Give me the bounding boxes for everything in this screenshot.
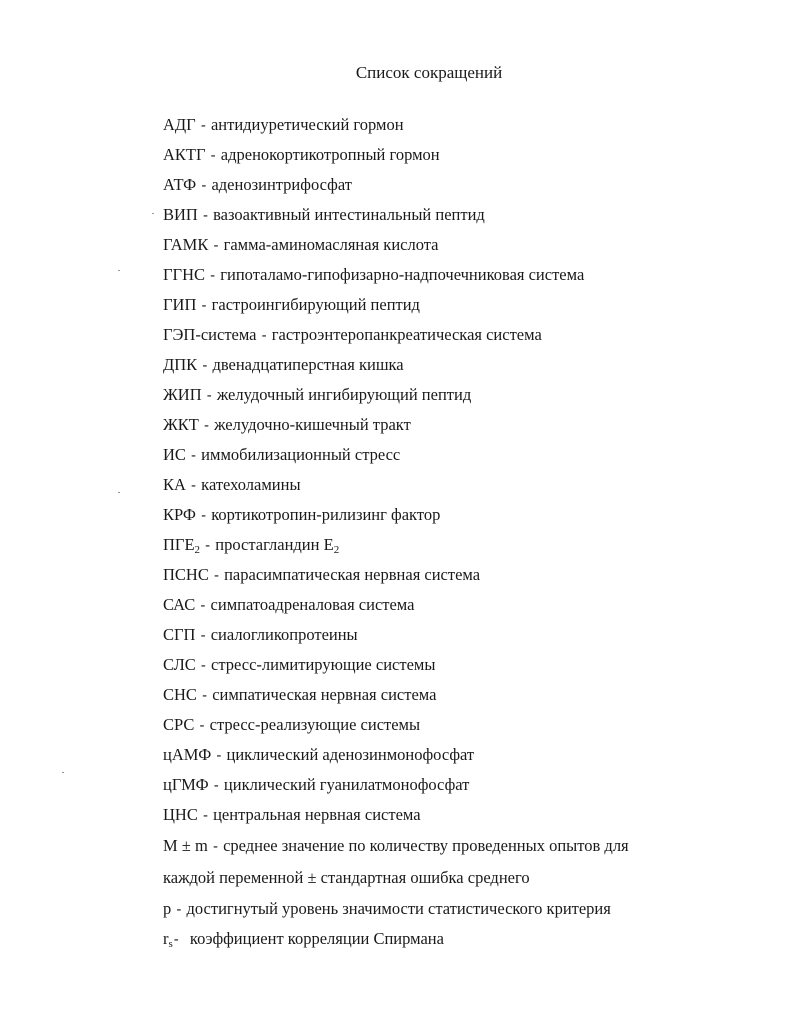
separator: - <box>213 777 219 794</box>
separator: - <box>261 327 267 344</box>
abbreviation-entry <box>163 655 435 676</box>
separator: - <box>216 747 222 764</box>
abbreviation-entry <box>163 355 404 376</box>
abbreviation-entry <box>163 205 485 226</box>
definition: простагландин $Е_2$ <box>215 535 340 556</box>
abbreviation: ИС <box>163 445 186 464</box>
abbreviation: ДПК <box>163 355 198 374</box>
definition: аденозинтрифосфат <box>211 175 352 194</box>
definition: симпатическая нервная система <box>212 685 437 704</box>
abbreviation-entry <box>163 595 414 616</box>
abbreviation-entry <box>163 899 611 920</box>
abbreviation-entry <box>163 385 471 406</box>
definition: парасимпатическая нервная система <box>224 565 481 584</box>
abbreviation: АДГ <box>163 115 196 134</box>
definition: двенадцатиперстная кишка <box>212 355 404 374</box>
separator: - <box>191 447 197 464</box>
abbreviation: p <box>163 899 172 918</box>
definition: адренокортикотропный гормон <box>220 145 440 164</box>
subscript: 2 <box>333 544 340 556</box>
abbreviation: КРФ <box>163 505 196 524</box>
separator: - <box>200 117 206 134</box>
separator: - <box>201 507 207 524</box>
abbreviation: ГЭП-система <box>163 325 257 344</box>
definition: антидиуретический гормон <box>210 115 404 134</box>
definition: желудочно-кишечный тракт <box>214 415 411 434</box>
separator: - <box>201 297 207 314</box>
definition: среднее значение по количеству проведенных опытов для <box>223 836 629 855</box>
abbreviation: ЖКТ <box>163 415 199 434</box>
abbreviation-entry <box>163 445 400 466</box>
definition: катехоламины <box>201 475 301 494</box>
abbreviation-entry <box>163 565 480 586</box>
definition: гастроингибирующий пептид <box>211 295 420 314</box>
definition: гастроэнтеропанкреатическая система <box>271 325 542 344</box>
page-title: Список сокращений <box>355 63 503 82</box>
definition: коэффициент корреляции Спирмана <box>189 929 444 948</box>
separator: - <box>191 477 197 494</box>
separator: - <box>202 687 208 704</box>
scan-speck <box>62 772 64 773</box>
abbreviation: $r_s$ <box>163 929 173 950</box>
definition: гамма-аминомасляная кислота <box>223 235 439 254</box>
definition: центральная нервная система <box>213 805 421 824</box>
abbreviation: СНС <box>163 685 197 704</box>
separator: - <box>176 901 182 918</box>
subscript: s <box>168 938 173 950</box>
abbreviation-entry <box>163 415 411 436</box>
abbreviation: СГП <box>163 625 196 644</box>
definition: симпатоадреналовая система <box>210 595 415 614</box>
definition: вазоактивный интестинальный пептид <box>213 205 485 224</box>
separator: - <box>213 237 219 254</box>
abbreviation-entry <box>163 145 440 166</box>
definition: достигнутый уровень значимости статистического критерия <box>186 899 611 918</box>
abbreviation-entry <box>163 625 358 646</box>
abbreviation: АТФ <box>163 175 197 194</box>
separator: - <box>199 717 205 734</box>
abbreviation-entry <box>163 836 629 857</box>
subscript: 2 <box>194 544 201 556</box>
abbreviation-entry <box>163 175 352 196</box>
definition: циклический гуанилатмонофосфат <box>223 775 470 794</box>
separator: - <box>200 657 206 674</box>
abbreviation-entry <box>163 775 469 796</box>
abbreviation-entry <box>163 115 404 136</box>
definition: желудочный ингибирующий пептид <box>216 385 472 404</box>
abbreviation-entry <box>163 805 421 826</box>
separator: - <box>210 267 216 284</box>
abbreviation: СРС <box>163 715 195 734</box>
abbreviation: КА <box>163 475 186 494</box>
separator: - <box>200 627 206 644</box>
abbreviation: M ± m <box>163 836 208 855</box>
scan-speck <box>118 492 120 493</box>
abbreviation: $ПГЕ_2$ <box>163 535 201 556</box>
abbreviation: цГМФ <box>163 775 209 794</box>
definition: циклический аденозинмонофосфат <box>226 745 475 764</box>
definition: стресс-лимитирующие системы <box>211 655 436 674</box>
abbreviation: ВИП <box>163 205 198 224</box>
definition: стресс-реализующие системы <box>209 715 421 734</box>
separator: - <box>201 177 207 194</box>
abbreviation-entry <box>163 929 444 950</box>
abbreviation: ПСНС <box>163 565 209 584</box>
separator: - <box>205 537 211 554</box>
separator: - <box>213 567 219 584</box>
abbreviation-entry <box>163 295 420 316</box>
abbreviation-entry <box>163 235 438 256</box>
definition: кортикотропин-рилизинг фактор <box>211 505 441 524</box>
definition: сиалогликопротеины <box>210 625 358 644</box>
separator: - <box>202 807 208 824</box>
abbreviation-entry <box>163 265 584 286</box>
abbreviation: СЛС <box>163 655 196 674</box>
abbreviation: ЦНС <box>163 805 198 824</box>
definition: гипоталамо-гипофизарно-надпочечниковая система <box>220 265 585 284</box>
separator: - <box>202 357 208 374</box>
scan-speck <box>152 213 154 214</box>
abbreviation-entry <box>163 505 440 526</box>
separator: - <box>204 417 209 434</box>
abbreviation: АКТГ <box>163 145 206 164</box>
separator: - <box>206 387 212 404</box>
abbreviation: ЖИП <box>163 385 202 404</box>
abbreviation-entry <box>163 685 436 706</box>
abbreviation-entry <box>163 325 542 346</box>
abbreviation: цАМФ <box>163 745 212 764</box>
abbreviation-entry <box>163 535 339 556</box>
separator: - <box>210 147 216 164</box>
separator: - <box>212 838 218 855</box>
definition-continuation <box>163 868 530 888</box>
separator: - <box>200 597 206 614</box>
separator: - <box>173 931 179 948</box>
abbreviation-entry <box>163 475 301 496</box>
abbreviation: ГИП <box>163 295 197 314</box>
abbreviation: ГГНС <box>163 265 205 284</box>
abbreviation: ГАМК <box>163 235 209 254</box>
separator: - <box>202 207 208 224</box>
definition: иммобилизационный стресс <box>201 445 401 464</box>
abbreviation: САС <box>163 595 196 614</box>
definition: каждой переменной ± стандартная ошибка среднего <box>163 868 530 887</box>
abbreviation-entry <box>163 715 420 736</box>
scan-speck <box>118 270 120 271</box>
abbreviation-entry <box>163 745 474 766</box>
